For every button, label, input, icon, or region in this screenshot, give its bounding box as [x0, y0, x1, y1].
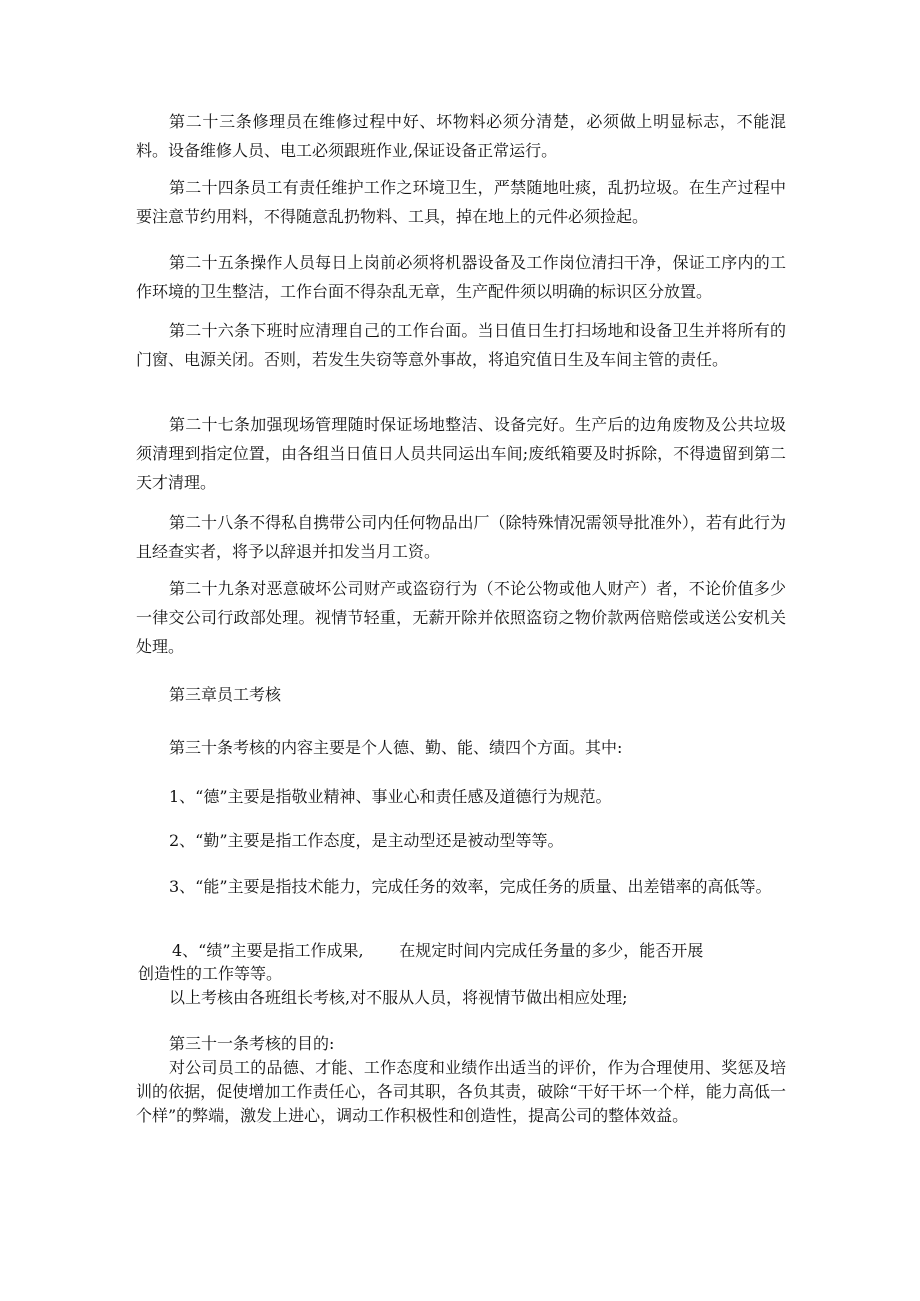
- assessment-item-1: 1、“德”主要是指敬业精神、事业心和责任感及道德行为规范。: [169, 787, 612, 806]
- assessment-item-4-line-2: 创造性的工作等等。: [138, 964, 283, 983]
- article-31-title: 第三十一条考核的目的:: [169, 1034, 335, 1053]
- article-23: 第二十三条修理员在维修过程中好、坏物料必须分清楚，必须做上明显标志，不能混料。设备维修人员、电工必须跟班作业,保证设备正常运行。: [136, 112, 786, 160]
- assessment-item-3: 3、“能”主要是指技术能力，完成任务的效率，完成任务的质量、出差错率的高低等。: [169, 877, 772, 896]
- assessment-item-4-line-1: 4、“绩”主要是指工作成果, 在规定时间内完成任务量的多少，能否开展: [172, 941, 704, 960]
- assessment-item-2: 2、“勤”主要是指工作态度，是主动型还是被动型等等。: [169, 831, 564, 850]
- chapter-heading: 第三章员工考核: [169, 685, 282, 704]
- article-25: 第二十五条操作人员每日上岗前必须将机器设备及工作岗位清扫干净，保证工序内的工作环境的卫生整洁，工作台面不得杂乱无章，生产配件须以明确的标识区分放置。: [136, 253, 786, 301]
- article-29: 第二十九条对恶意破坏公司财产或盗窃行为（不论公物或他人财产）者，不论价值多少一律交公司行政部处理。视情节轻重，无薪开除并依照盗窃之物价款两倍赔偿或送公安机关处理。: [136, 579, 786, 656]
- article-27: 第二十七条加强现场管理随时保证场地整洁、设备完好。生产后的边角废物及公共垃圾须清理到指定位置，由各组当日值日人员共同运出车间;废纸箱要及时拆除，不得遗留到第二天才清理。: [136, 415, 786, 492]
- article-30: 第三十条考核的内容主要是个人德、勤、能、绩四个方面。其中:: [169, 738, 623, 757]
- article-24: 第二十四条员工有责任维护工作之环境卫生，严禁随地吐痰，乱扔垃圾。在生产过程中要注意节约用料，不得随意乱扔物料、工具，掉在地上的元件必须捡起。: [136, 178, 786, 226]
- article-26: 第二十六条下班时应清理自己的工作台面。当日值日生打扫场地和设备卫生并将所有的门窗、电源关闭。否则，若发生失窃等意外事故，将追究值日生及车间主管的责任。: [136, 321, 786, 369]
- assessment-summary: 以上考核由各班组长考核,对不服从人员，将视情节做出相应处理;: [169, 988, 628, 1007]
- article-31-body: 对公司员工的品德、才能、工作态度和业绩作出适当的评价，作为合理使用、奖惩及培训的依据，促使增加工作责任心，各司其职，各负其责，破除“干好干坏一个样，能力高低一个样”的弊端，激发上进心，调动工作积极性和创造性，提高公司的整体效益。: [136, 1058, 786, 1125]
- article-28: 第二十八条不得私自携带公司内任何物品出厂（除特殊情况需领导批准外），若有此行为且经查实者，将予以辞退并扣发当月工资。: [136, 513, 786, 561]
